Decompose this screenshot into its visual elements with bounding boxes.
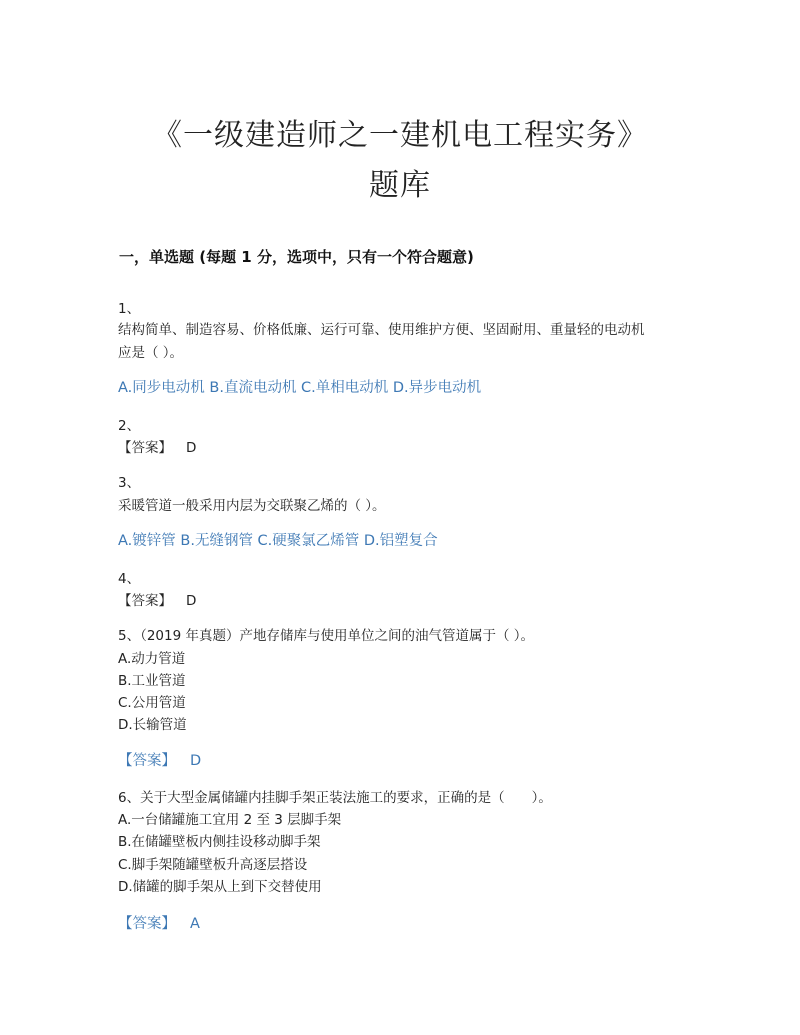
- section-heading: 一，单选题 (每题 1 分，选项中，只有一个符合题意): [119, 248, 474, 266]
- q6-option-b: B.在储罐壁板内侧挂设移动脚手架: [118, 834, 321, 850]
- q6-answer-label: 【答案】: [118, 916, 176, 932]
- q1-number: 1、: [118, 301, 141, 317]
- q2-answer-value: D: [186, 440, 197, 456]
- q6-answer-value: A: [190, 916, 200, 932]
- q5-option-d: D.长输管道: [118, 717, 187, 733]
- document-title-line2: 题库: [369, 168, 431, 203]
- q6-option-c: C.脚手架随罐壁板升高逐层搭设: [118, 857, 308, 873]
- q5-answer-value: D: [190, 753, 202, 769]
- q2-answer: [118, 436, 196, 456]
- q1-options: A.同步电动机 B.直流电动机 C.单相电动机 D.异步电动机: [118, 380, 482, 396]
- q4-answer: [118, 589, 196, 609]
- q5-option-b: B.工业管道: [118, 673, 186, 689]
- q4-answer-value: D: [186, 593, 197, 609]
- q5-text-line1: 5、（2019 年真题）产地存储库与使用单位之间的油气管道属于（ ）。: [118, 628, 535, 644]
- q3-text-line1: 采暖管道一般采用内层为交联聚乙烯的（ ）。: [118, 498, 386, 514]
- q6-option-a: A.一台储罐施工宜用 2 至 3 层脚手架: [118, 812, 342, 828]
- q3-number: 3、: [118, 475, 141, 491]
- q5-answer: [118, 749, 201, 770]
- q1-text-line2: 应是（ ）。: [118, 345, 184, 361]
- q1-text-line1: 结构简单、制造容易、价格低廉、运行可靠、使用维护方便、坚固耐用、重量轻的电动机: [118, 322, 645, 338]
- q6-option-d: D.储罐的脚手架从上到下交替使用: [118, 879, 322, 895]
- q5-option-a: A.动力管道: [118, 651, 186, 667]
- q2-answer-label: 【答案】: [118, 440, 172, 456]
- q4-number: 4、: [118, 571, 141, 587]
- q5-answer-label: 【答案】: [118, 753, 176, 769]
- q2-number: 2、: [118, 418, 141, 434]
- document-title-line1: 《一级建造师之一建机电工程实务》: [152, 118, 648, 153]
- q6-answer: [118, 912, 200, 933]
- q4-answer-label: 【答案】: [118, 593, 172, 609]
- q6-text-line1: 6、关于大型金属储罐内挂脚手架正装法施工的要求，正确的是（ ）。: [118, 790, 552, 806]
- q3-options: A.镀锌管 B.无缝钢管 C.硬聚氯乙烯管 D.铝塑复合: [118, 533, 438, 549]
- q5-option-c: C.公用管道: [118, 695, 186, 711]
